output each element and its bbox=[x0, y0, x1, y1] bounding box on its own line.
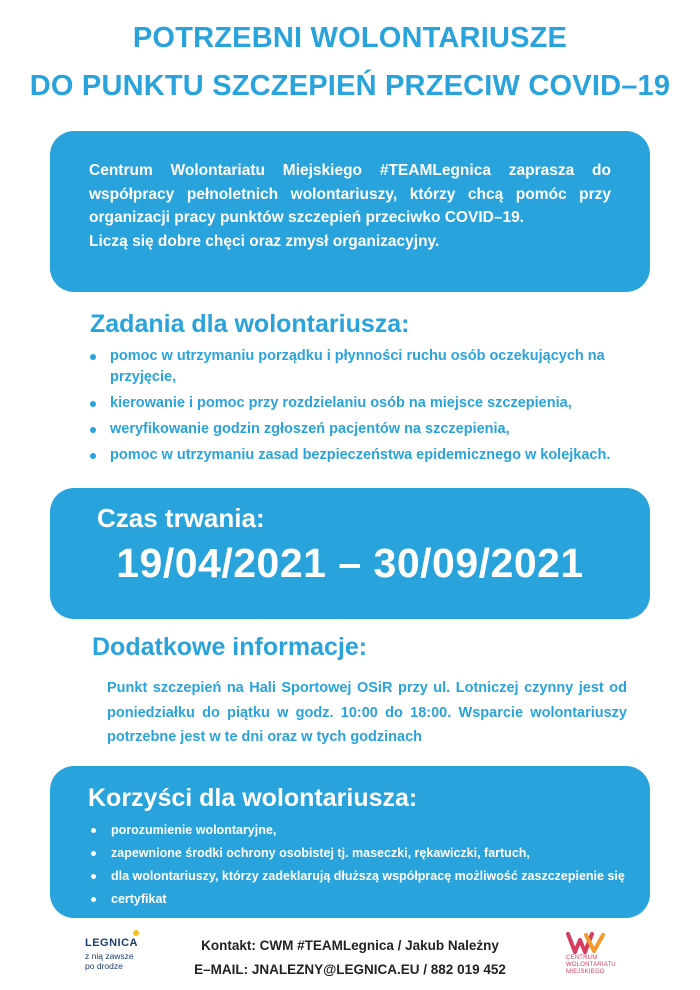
legnica-tagline-2: po drodze bbox=[85, 961, 123, 971]
list-item: weryfikowanie godzin zgłoszeń pacjentów na szczepienia, bbox=[90, 419, 650, 440]
page-title-line1: POTRZEBNI WOLONTARIUSZE bbox=[132, 22, 568, 54]
duration-box bbox=[50, 488, 650, 619]
list-item: zapewnione środki ochrony osobistej tj. maseczki, rękawiczki, fartuch, bbox=[91, 845, 651, 862]
cwm-logo-line3: MIEJSKIEGO bbox=[566, 969, 605, 975]
cwm-heart-icon bbox=[566, 931, 606, 955]
info-text: Punkt szczepień na Hali Sportowej OSiR przy ul. Lotniczej czynny jest od poniedziałku do piątku w godz. 10:00 do 18:00. Wsparcie wolontariuszy potrzebne jest w te dni oraz w tych godzinach bbox=[107, 680, 627, 745]
intro-last-line: Liczą się dobre chęci oraz zmysł organizacyjny. bbox=[89, 232, 440, 250]
legnica-logo bbox=[85, 933, 155, 971]
page-title-line2: DO PUNKTU SZCZEPIEŃ PRZECIW COVID–19 bbox=[29, 70, 671, 102]
intro-paragraph: Centrum Wolontariatu Miejskiego #TEAMLegnica zaprasza do współpracy pełnoletnich wolontariuszy, którzy chcą pomóc przy organizacji pracy punktów szczepień przeciwko COVID–19. bbox=[89, 162, 611, 226]
contact-block bbox=[180, 936, 520, 980]
benefits-list bbox=[91, 822, 651, 914]
list-item: dla wolontariuszy, którzy zadeklarują dłuższą współpracę możliwość zaszczepienie się bbox=[91, 868, 651, 885]
cwm-logo bbox=[566, 931, 636, 976]
benefits-box bbox=[50, 766, 650, 918]
legnica-dot-icon bbox=[133, 930, 139, 936]
duration-range: 19/04/2021 – 30/09/2021 bbox=[116, 540, 584, 586]
cwm-logo-line1: CENTRUM bbox=[566, 955, 598, 961]
list-item: pomoc w utrzymaniu zasad bezpieczeństwa epidemicznego w kolejkach. bbox=[90, 445, 650, 466]
contact-email-phone: E–MAIL: JNALEZNY@LEGNICA.EU / 882 019 452 bbox=[194, 962, 506, 977]
benefits-heading: Korzyści dla wolontariusza: bbox=[88, 784, 418, 812]
tasks-list bbox=[90, 346, 650, 471]
tasks-heading: Zadania dla wolontariusza: bbox=[90, 310, 410, 338]
legnica-logo-name: LEGNICA bbox=[85, 937, 138, 949]
info-heading: Dodatkowe informacje: bbox=[92, 633, 368, 661]
contact-line: Kontakt: CWM #TEAMLegnica / Jakub Należny bbox=[201, 938, 499, 953]
list-item: porozumienie wolontaryjne, bbox=[91, 822, 651, 839]
list-item: kierowanie i pomoc przy rozdzielaniu osób na miejsce szczepienia, bbox=[90, 393, 650, 414]
intro-box bbox=[50, 131, 650, 292]
list-item: certyfikat bbox=[91, 891, 651, 908]
cwm-logo-line2: WOLONTARIATU bbox=[566, 962, 616, 968]
list-item: pomoc w utrzymaniu porządku i płynności ruchu osób oczekujących na przyjęcie, bbox=[90, 346, 650, 388]
duration-label: Czas trwania: bbox=[97, 503, 265, 533]
legnica-tagline-1: z nią zawsze bbox=[85, 951, 134, 961]
